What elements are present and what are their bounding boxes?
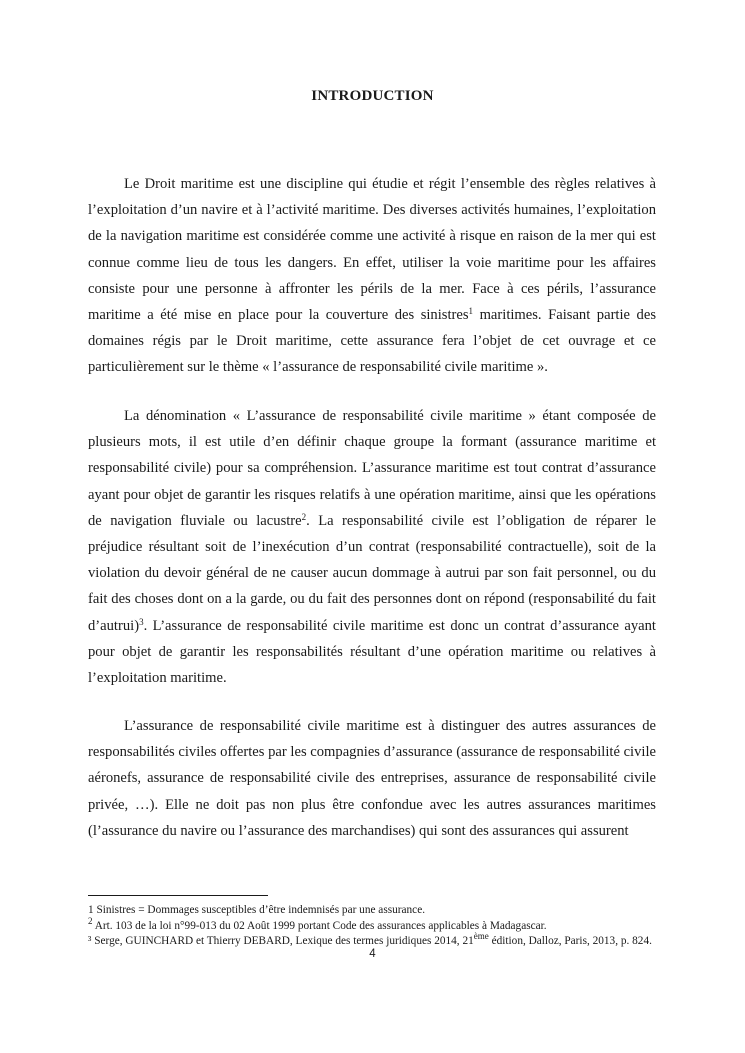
paragraph-1-part-2: maritimes. Faisant partie des domaines régis par le Droit maritime, cette assurance fera l’objet de cet ouvrage et ce particulièrement sur le thème « l’assurance de responsabilité civile maritime ». <box>88 307 656 376</box>
paragraph-3 <box>88 713 656 844</box>
paragraph-1 <box>88 171 656 381</box>
paragraph-2-part-3: . L’assurance de responsabilité civile maritime est donc un contrat d’assurance ayant pour objet de garantir les responsabilités résultant d’une opération maritime ou relatives à l’exploitation maritime. <box>88 617 656 687</box>
paragraph-2-part-1: La dénomination « L’assurance de responsabilité civile maritime » étant composée de plusieurs mots, il est utile d’en définir chaque groupe la formant (assurance maritime et responsabilité civile) pour sa compréhension. L’assurance maritime est tout contrat d’assurance ayant pour objet de garantir les risques relatifs à une opération maritime, ainsi que les opérations de navigation fluviale ou lacustre <box>88 408 656 529</box>
page-number: 4 <box>369 948 376 960</box>
footnote-ref-3[interactable]: 3 <box>139 616 144 627</box>
footnote-3-part-1: Serge, GUINCHARD et Thierry DEBARD, Lexique des termes juridiques 2014, 21 <box>91 935 474 948</box>
paragraph-2-text <box>88 403 656 691</box>
footnote-ref-2[interactable]: 2 <box>301 511 307 522</box>
paragraph-2 <box>88 403 656 691</box>
footnote-3-number: ³ <box>88 935 92 948</box>
footnote-separator <box>88 895 268 896</box>
footnotes <box>88 903 663 950</box>
page-title: INTRODUCTION <box>311 88 434 104</box>
footnote-3-part-2: édition, Dalloz, Paris, 2013, p. 824. <box>488 935 652 948</box>
footnote-2-number: 2 <box>88 915 93 926</box>
footnote-2-text: Art. 103 de la loi n°99-013 du 02 Août 1999 portant Code des assurances applicables à Madagascar. <box>92 919 547 932</box>
footnote-3-superscript: ème <box>473 931 489 942</box>
paragraph-1-part-1: Le Droit maritime est une discipline qui étudie et régit l’ensemble des règles relatives à l’exploitation d’un navire et à l’activité maritime. Des diverses activités humaines, l’exploitation de la navigation maritime est considérée comme une activité à risque en raison de la mer qui est connue comme lieu de tous les dangers. En effet, utiliser la voie maritime pour les affaires consiste pour une personne à affronter les périls de la mer. Face à ces périls, l’assurance maritime a été mise en place pour la couverture des sinistres <box>88 176 656 324</box>
paragraph-1-text <box>88 171 656 381</box>
footnote-ref-1[interactable]: 1 <box>468 306 474 317</box>
paragraph-3-text: L’assurance de responsabilité civile maritime est à distinguer des autres assurances de responsabilités civiles offertes par les compagnies d’assurance (assurance de responsabilité civile aéronefs, assurance de responsabilité civile des entreprises, assurance de responsabilité civile privée, …). Elle ne doit pas non plus être confondue avec les autres assurances maritimes (l’assurance du navire ou l’assurance des marchandises) qui sont des assurances qui assurent <box>88 718 656 839</box>
footnote-2 <box>88 915 663 935</box>
footnote-1: 1 Sinistres = Dommages susceptibles d’être indemnisés par une assurance. <box>88 904 426 916</box>
paragraph-2-part-2: . La responsabilité civile est l’obligation de réparer le préjudice résultant soit de l’inexécution d’un contrat (responsabilité contractuelle), soit de la violation du devoir général de ne causer aucun dommage à autrui par son fait personnel, ou du fait des choses dont on a la garde, ou du fait des personnes dont on répond (responsabilité du fait d’autrui) <box>88 512 657 634</box>
